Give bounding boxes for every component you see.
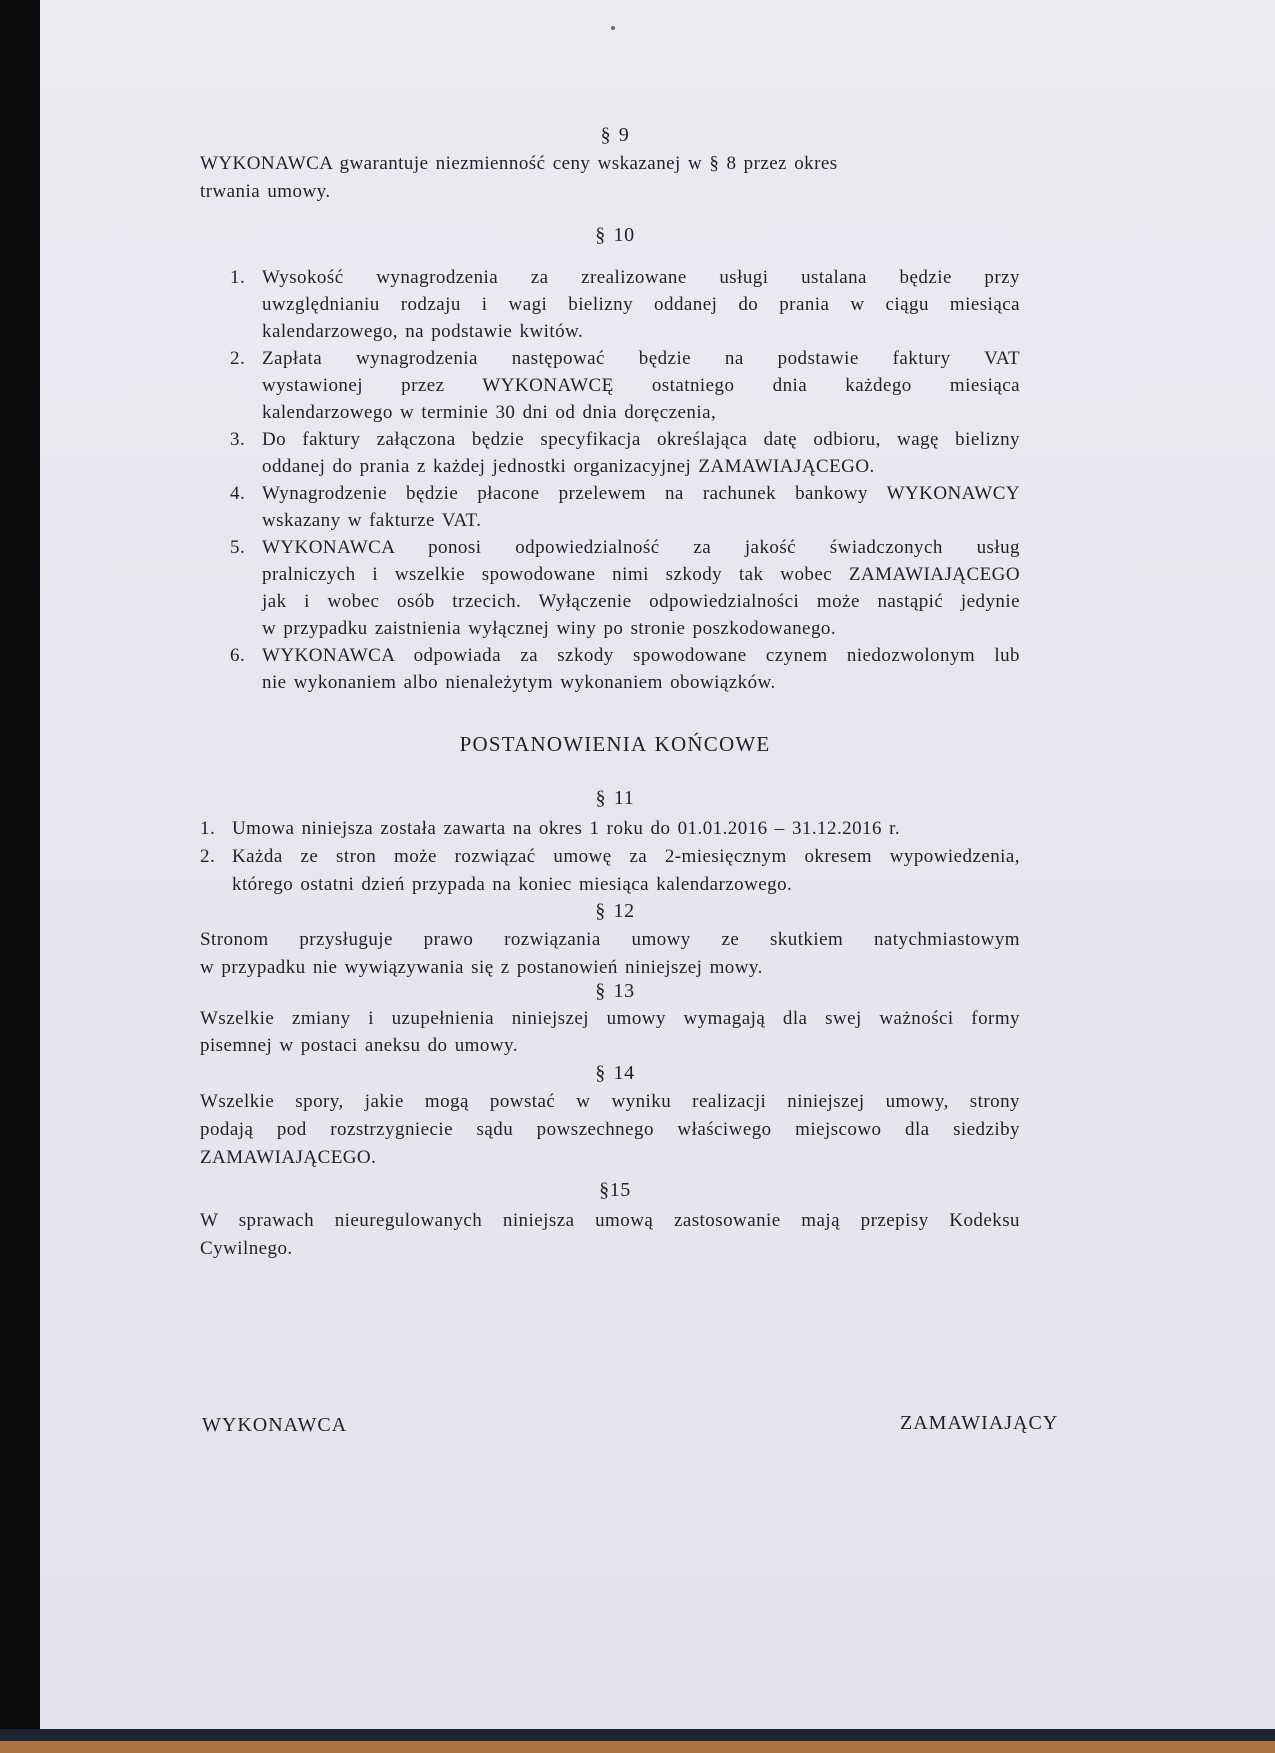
section-15-text bbox=[200, 1207, 1020, 1263]
section-14-text bbox=[200, 1088, 1020, 1172]
text-line: Wynagrodzenie będzie płacone przelewem na rachunek bankowy WYKONAWCY bbox=[262, 483, 1020, 504]
text-line: Cywilnego. bbox=[200, 1238, 293, 1259]
text-line: jak i wobec osób trzecich. Wyłączenie odpowiedzialności może nastąpić jedynie bbox=[262, 591, 1020, 612]
list-item-number: 1. bbox=[200, 818, 216, 839]
section-heading-11: § 11 bbox=[595, 787, 635, 809]
list-item-text bbox=[262, 264, 1020, 345]
text-line: w przypadku zaistnienia wyłącznej winy po stronie poszkodowanego. bbox=[262, 618, 837, 639]
text-line: Umowa niniejsza została zawarta na okres 1 roku do 01.01.2016 – 31.12.2016 r. bbox=[232, 818, 901, 839]
section-heading-15: §15 bbox=[599, 1179, 631, 1201]
list-item bbox=[230, 345, 1020, 426]
page-bottom-shadow bbox=[0, 1729, 1275, 1741]
text-line: WYKONAWCA odpowiada za szkody spowodowane czynem niedozwolonym lub bbox=[262, 645, 1020, 666]
text-line: wystawionej przez WYKONAWCĘ ostatniego dnia każdego miesiąca bbox=[262, 375, 1020, 396]
list-item-number: 5. bbox=[230, 537, 246, 558]
text-line: wskazany w fakturze VAT. bbox=[262, 510, 482, 531]
signature-wykonawca: WYKONAWCA bbox=[202, 1414, 348, 1436]
text-line: Wszelkie spory, jakie mogą powstać w wyniku realizacji niniejszej umowy, strony bbox=[200, 1091, 1020, 1112]
scanner-edge-left bbox=[0, 0, 40, 1735]
text-line: kalendarzowego w terminie 30 dni od dnia doręczenia, bbox=[262, 402, 717, 423]
list-item-text bbox=[262, 534, 1020, 642]
scan-speck bbox=[611, 26, 615, 30]
text-line: pisemnej w postaci aneksu do umowy. bbox=[200, 1035, 518, 1056]
list-item-text bbox=[262, 345, 1020, 426]
text-line: kalendarzowego, na podstawie kwitów. bbox=[262, 321, 584, 342]
text-line: nie wykonaniem albo nienależytym wykonaniem obowiązków. bbox=[262, 672, 776, 693]
list-item-text bbox=[232, 815, 1020, 843]
final-provisions-heading: POSTANOWIENIA KOŃCOWE bbox=[459, 732, 771, 756]
text-line: ZAMAWIAJĄCEGO. bbox=[200, 1147, 377, 1168]
section-heading-14: § 14 bbox=[595, 1062, 635, 1084]
list-item-text bbox=[262, 480, 1020, 534]
list-item bbox=[230, 480, 1020, 534]
list-item bbox=[200, 843, 1020, 899]
list-item bbox=[230, 426, 1020, 480]
list-item bbox=[230, 534, 1020, 642]
text-line: Zapłata wynagrodzenia następować będzie na podstawie faktury VAT bbox=[262, 348, 1020, 369]
section-heading-13: § 13 bbox=[595, 980, 635, 1002]
list-item bbox=[230, 264, 1020, 345]
text-line: Wszelkie zmiany i uzupełnienia niniejszej umowy wymagają dla swej ważności formy bbox=[200, 1008, 1020, 1029]
list-item-number: 6. bbox=[230, 645, 246, 666]
list-item-number: 3. bbox=[230, 429, 246, 450]
text-line: trwania umowy. bbox=[200, 181, 331, 202]
list-item-number: 1. bbox=[230, 267, 246, 288]
section-12-text bbox=[200, 926, 1020, 982]
section-10-list bbox=[230, 264, 1020, 696]
section-heading-10: § 10 bbox=[595, 224, 635, 246]
section-9-text bbox=[200, 150, 990, 206]
list-item bbox=[230, 642, 1020, 696]
list-item-number: 2. bbox=[200, 846, 216, 867]
text-line: w przypadku nie wywiązywania się z postanowień niniejszej mowy. bbox=[200, 957, 763, 978]
list-item bbox=[200, 815, 1020, 843]
text-line: Wysokość wynagrodzenia za zrealizowane usługi ustalana będzie przy bbox=[262, 267, 1020, 288]
list-item-number: 4. bbox=[230, 483, 246, 504]
text-line: Do faktury załączona będzie specyfikacja określająca datę odbioru, wagę bielizny bbox=[262, 429, 1020, 450]
text-line: WYKONAWCA gwarantuje niezmienność ceny wskazanej w § 8 przez okres bbox=[200, 153, 838, 174]
list-item-text bbox=[262, 642, 1020, 696]
text-line: Stronom przysługuje prawo rozwiązania umowy ze skutkiem natychmiastowym bbox=[200, 929, 1020, 950]
text-line: Każda ze stron może rozwiązać umowę za 2-miesięcznym okresem wypowiedzenia, bbox=[232, 846, 1020, 867]
text-line: WYKONAWCA ponosi odpowiedzialność za jakość świadczonych usług bbox=[262, 537, 1020, 558]
list-item-text bbox=[262, 426, 1020, 480]
scanner-bed-strip bbox=[0, 1741, 1275, 1753]
list-item-text bbox=[232, 843, 1020, 899]
signature-zamawiajacy: ZAMAWIAJĄCY bbox=[900, 1412, 1059, 1434]
text-line: podają pod rozstrzygniecie sądu powszechnego właściwego miejscowo dla siedziby bbox=[200, 1119, 1020, 1140]
section-13-text bbox=[200, 1005, 1020, 1059]
text-line: pralniczych i wszelkie spowodowane nimi szkody tak wobec ZAMAWIAJĄCEGO bbox=[262, 564, 1020, 585]
section-heading-9: § 9 bbox=[600, 124, 630, 146]
text-line: W sprawach nieuregulowanych niniejsza umową zastosowanie mają przepisy Kodeksu bbox=[200, 1210, 1020, 1231]
text-line: którego ostatni dzień przypada na koniec miesiąca kalendarzowego. bbox=[232, 874, 793, 895]
text-line: uwzględnianiu rodzaju i wagi bielizny oddanej do prania w ciągu miesiąca bbox=[262, 294, 1020, 315]
section-heading-12: § 12 bbox=[595, 900, 635, 922]
list-item-number: 2. bbox=[230, 348, 246, 369]
text-line: oddanej do prania z każdej jednostki organizacyjnej ZAMAWIAJĄCEGO. bbox=[262, 456, 875, 477]
section-11-list bbox=[200, 815, 1020, 899]
